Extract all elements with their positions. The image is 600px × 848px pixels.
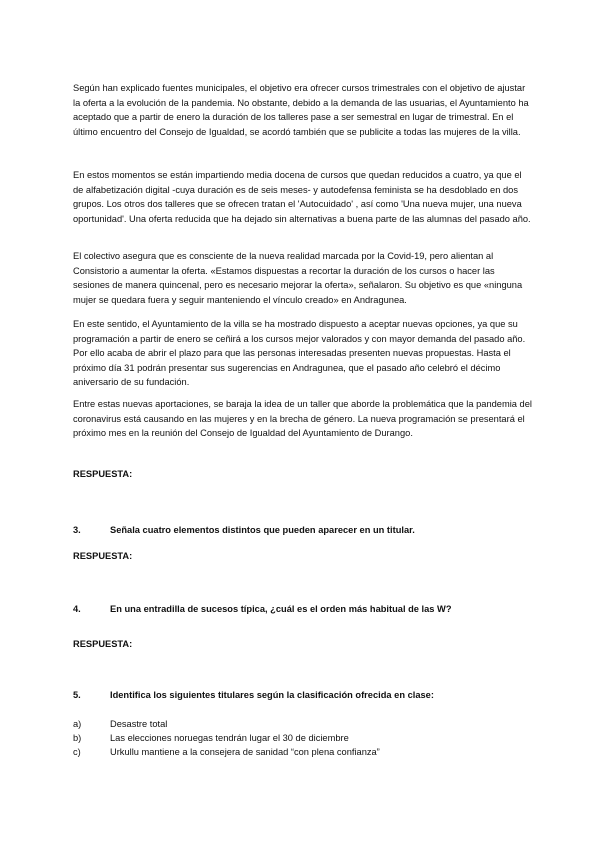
question-4-number: 4.	[73, 604, 81, 614]
paragraph-5: Entre estas nuevas aportaciones, se baraja la idea de un taller que aborde la problemática que la pandemia del coronavirus está causando en las mujeres y en la brecha de género. La nueva programación se presentará el próximo mes en la reunión del Consejo de Igualdad del Ayuntamiento de Durango.	[73, 399, 532, 439]
headline-item-a	[73, 717, 167, 732]
answer-label-2: RESPUESTA:	[73, 551, 133, 561]
question-4-text: En una entradilla de sucesos típica, ¿cuál es el orden más habitual de las W?	[110, 604, 452, 614]
answer-label-3: RESPUESTA:	[73, 639, 133, 649]
answer-label-1: RESPUESTA:	[73, 469, 133, 479]
question-3	[73, 523, 543, 538]
question-4	[73, 602, 543, 617]
paragraph-1: Según han explicado fuentes municipales, el objetivo era ofrecer cursos trimestrales con el objetivo de ajustar la oferta a la evolución de la pandemia. No obstante, debido a la demanda de las usuarias, el Ayuntamiento ha aceptado que a partir de enero la duración de los talleres pase a ser semestral en lugar de trimestral. En el último encuentro del Consejo de Igualdad, se acordó también que se publicite a todas las mujeres de la villa.	[73, 83, 529, 137]
headline-item-b	[73, 731, 349, 746]
headline-item-c	[73, 745, 380, 760]
question-3-number: 3.	[73, 525, 81, 535]
paragraph-3: El colectivo asegura que es consciente de la nueva realidad marcada por la Covid-19, pero alientan al Consistorio a aumentar la oferta. «Estamos dispuestas a recortar la duración de los cursos o hacer las sesiones de manera quincenal, pero es necesario mejorar la oferta», señalaron. Su objetivo es que «ninguna mujer se quedara fuera y seguir manteniendo el vínculo creado» en Andragunea.	[73, 251, 523, 305]
headline-item-a-text: Desastre total	[110, 719, 168, 729]
headline-item-a-letter: a)	[73, 719, 82, 729]
headline-item-b-letter: b)	[73, 733, 82, 743]
headline-item-c-text: Urkullu mantiene a la consejera de sanidad “con plena confianza”	[110, 747, 380, 757]
question-5	[73, 688, 543, 703]
question-3-text: Señala cuatro elementos distintos que pueden aparecer en un titular.	[110, 525, 415, 535]
headline-item-b-text: Las elecciones noruegas tendrán lugar el 30 de diciembre	[110, 733, 349, 743]
question-5-number: 5.	[73, 690, 81, 700]
headline-item-c-letter: c)	[73, 747, 81, 757]
paragraph-4: En este sentido, el Ayuntamiento de la villa se ha mostrado dispuesto a aceptar nuevas opciones, ya que su programación a partir de enero se ceñirá a los cursos mejor valorados y con mayor demanda del pasado año. Por ello acaba de abrir el plazo para que las personas interesadas presenten nuevas propuestas. Hasta el próximo día 31 podrán presentar sus sugerencias en Andragunea, que el pasado año celebró el décimo aniversario de su fundación.	[73, 319, 526, 388]
question-5-text: Identifica los siguientes titulares según la clasificación ofrecida en clase:	[110, 690, 434, 700]
paragraph-2: En estos momentos se están impartiendo media docena de cursos que quedan reducidos a cuatro, ya que el de alfabetización digital -cuya duración es de seis meses- y autodefensa feminista se ha desdoblado en dos grupos. Los otros dos talleres que se ofrecen tratan el 'Autocuidado' , así como 'Una nueva mujer, una nueva oportunidad'. Una oferta reducida que ha dejado sin alternativas a buena parte de las alumnas del pasado año.	[73, 170, 531, 224]
